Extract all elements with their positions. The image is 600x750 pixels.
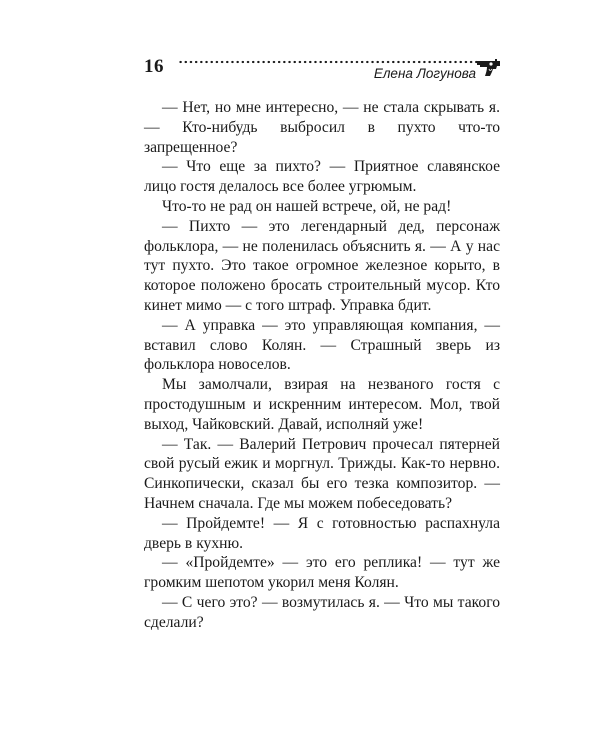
paragraph: — Пройдемте! — Я с готовностью распахнула дверь в кухню. (144, 514, 500, 552)
author-name: Елена Логунова (373, 66, 476, 81)
paragraph: Что-то не рад он нашей встрече, ой, не рад! (162, 197, 452, 215)
paragraph: — «Пройдемте» — это его реплика! — тут же громким шепотом укорил меня Колян. (144, 554, 500, 592)
book-page (144, 52, 500, 633)
dotted-rule (178, 60, 478, 64)
body-text (144, 98, 500, 633)
paragraph: — Что еще за пихто? — Приятное славянское лицо гостя делалось все более угрюмым. (144, 158, 500, 196)
page-number: 16 (144, 56, 164, 77)
running-header (144, 52, 500, 82)
paragraph: — Нет, но мне интересно, — не стала скрывать я. — Кто-нибудь выбросил в пухто что-то запрещенное? (144, 99, 500, 156)
paragraph: Мы замолчали, взирая на незваного гостя с простодушным и искренним интересом. Мол, твой выход, Чайковский. Давай, исполняй уже! (144, 376, 500, 433)
paragraph: — А управка — это управляющая компания, — вставил слово Колян. — Страшный зверь из фольклора новоселов. (144, 316, 500, 374)
paragraph: — Пихто — это легендарный дед, персонаж фольклора, — не поленилась объяснить я. — А у нас тут пухто. Это такое огромное железное корыто, в которое положено бросать строительный мусор. Кто кинет мимо — с того штраф. Управка бдит. (144, 217, 500, 314)
paragraph: — Так. — Валерий Петрович прочесал пятерней свой русый ежик и моргнул. Трижды. Как-то нервно. Синкопически, сказал бы его тезка композитор. — Начнем сначала. Где мы можем побеседовать? (144, 435, 500, 512)
paragraph: — С чего это? — возмутилась я. — Что мы такого сделали? (144, 593, 500, 631)
revolver-icon (476, 57, 502, 77)
